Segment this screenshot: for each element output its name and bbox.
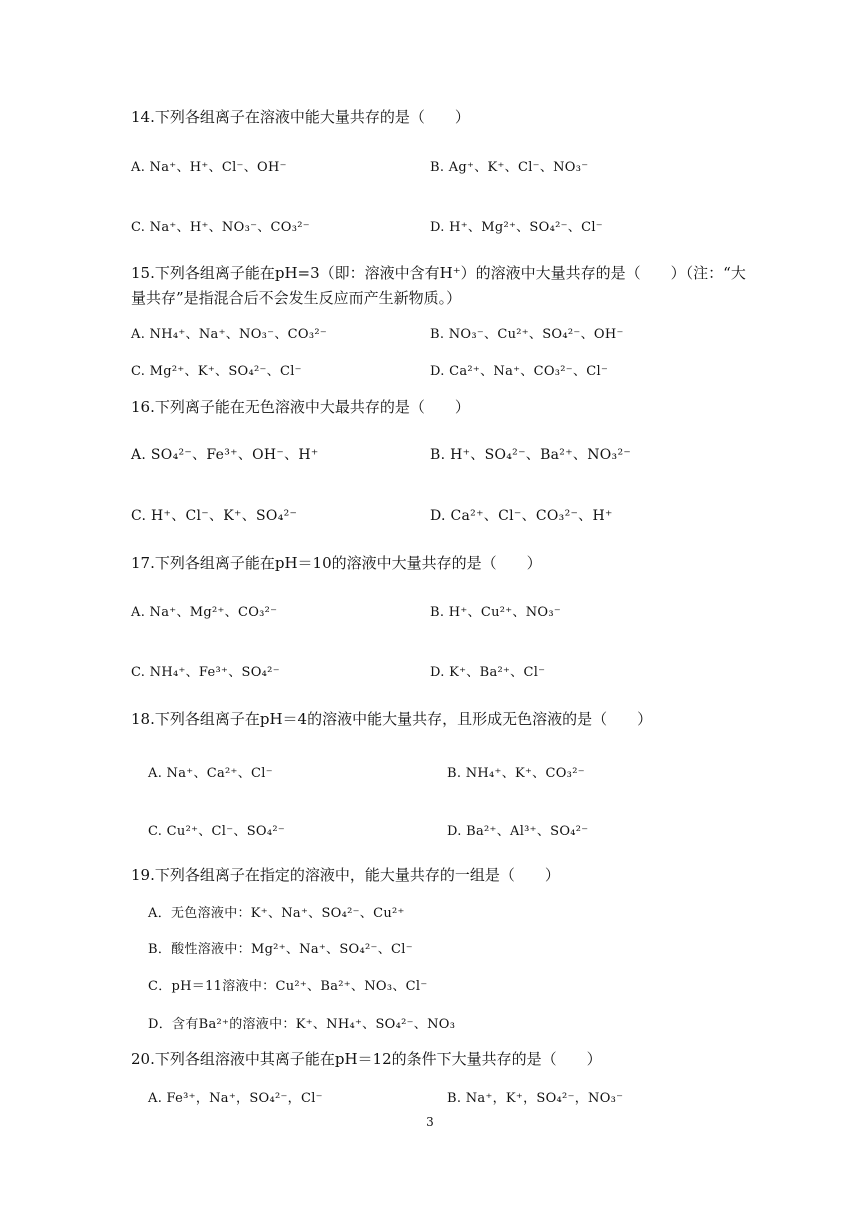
q15-option-a: A. NH₄⁺、Na⁺、NO₃⁻、CO₃²⁻ [131, 327, 328, 342]
q15-option-b: B. NO₃⁻、Cu²⁺、SO₄²⁻、OH⁻ [430, 327, 624, 342]
q17-option-a: A. Na⁺、Mg²⁺、CO₃²⁻ [131, 605, 278, 620]
question-18-stem: 18.下列各组离子在pH＝4的溶液中能大量共存，且形成无色溶液的是（ ） [131, 710, 653, 728]
question-19-stem: 19.下列各组离子在指定的溶液中，能大量共存的一组是（ ） [131, 866, 560, 884]
q16-option-b: B. H⁺、SO₄²⁻、Ba²⁺、NO₃²⁻ [430, 447, 632, 463]
q14-option-b: B. Ag⁺、K⁺、Cl⁻、NO₃⁻ [430, 160, 589, 175]
q17-option-b: B. H⁺、Cu²⁺、NO₃⁻ [430, 605, 562, 620]
question-14-stem: 14.下列各组离子在溶液中能大量共存的是（ ） [131, 108, 470, 126]
question-17-stem: 17.下列各组离子能在pH＝10的溶液中大量共存的是（ ） [131, 554, 542, 572]
question-16-stem: 16.下列离子能在无色溶液中大最共存的是（ ） [131, 398, 470, 416]
page-number: 3 [426, 1115, 434, 1129]
q16-option-c: C. H⁺、Cl⁻、K⁺、SO₄²⁻ [131, 508, 298, 524]
q15-option-d: D. Ca²⁺、Na⁺、CO₃²⁻、Cl⁻ [430, 364, 609, 379]
q17-option-c: C. NH₄⁺、Fe³⁺、SO₄²⁻ [131, 665, 280, 680]
question-15-stem-line1: 15.下列各组离子能在pH=3（即：溶液中含有H⁺）的溶液中大量共存的是（ ）（注：“大 [131, 264, 746, 282]
q20-option-b: B. Na⁺，K⁺，SO₄²⁻，NO₃⁻ [447, 1091, 624, 1106]
q19-option-d: D．含有Ba²⁺的溶液中：K⁺、NH₄⁺、SO₄²⁻、NO₃ [148, 1017, 456, 1032]
question-15-stem-line2: 量共存”是指混合后不会发生反应而产生新物质。） [131, 289, 462, 307]
q14-option-d: D. H⁺、Mg²⁺、SO₄²⁻、Cl⁻ [430, 220, 603, 235]
q18-option-d: D. Ba²⁺、Al³⁺、SO₄²⁻ [447, 824, 589, 839]
q16-option-a: A. SO₄²⁻、Fe³⁺、OH⁻、H⁺ [131, 447, 319, 463]
q20-option-a: A. Fe³⁺，Na⁺，SO₄²⁻，Cl⁻ [148, 1091, 323, 1106]
question-20-stem: 20.下列各组溶液中其离子能在pH＝12的条件下大量共存的是（ ） [131, 1050, 602, 1068]
q15-option-c: C. Mg²⁺、K⁺、SO₄²⁻、Cl⁻ [131, 364, 302, 379]
q18-option-b: B. NH₄⁺、K⁺、CO₃²⁻ [447, 766, 585, 781]
q18-option-c: C. Cu²⁺、Cl⁻、SO₄²⁻ [148, 824, 286, 839]
q17-option-d: D. K⁺、Ba²⁺、Cl⁻ [430, 665, 546, 680]
q19-option-c: C．pH＝11溶液中：Cu²⁺、Ba²⁺、NO₃、Cl⁻ [148, 979, 428, 994]
q16-option-d: D. Ca²⁺、Cl⁻、CO₃²⁻、H⁺ [430, 508, 613, 524]
q19-option-b: B．酸性溶液中：Mg²⁺、Na⁺、SO₄²⁻、Cl⁻ [148, 942, 413, 957]
q14-option-a: A. Na⁺、H⁺、Cl⁻、OH⁻ [131, 160, 287, 175]
q19-option-a: A．无色溶液中：K⁺、Na⁺、SO₄²⁻、Cu²⁺ [148, 906, 405, 921]
q18-option-a: A. Na⁺、Ca²⁺、Cl⁻ [148, 766, 273, 781]
q14-option-c: C. Na⁺、H⁺、NO₃⁻、CO₃²⁻ [131, 220, 310, 235]
